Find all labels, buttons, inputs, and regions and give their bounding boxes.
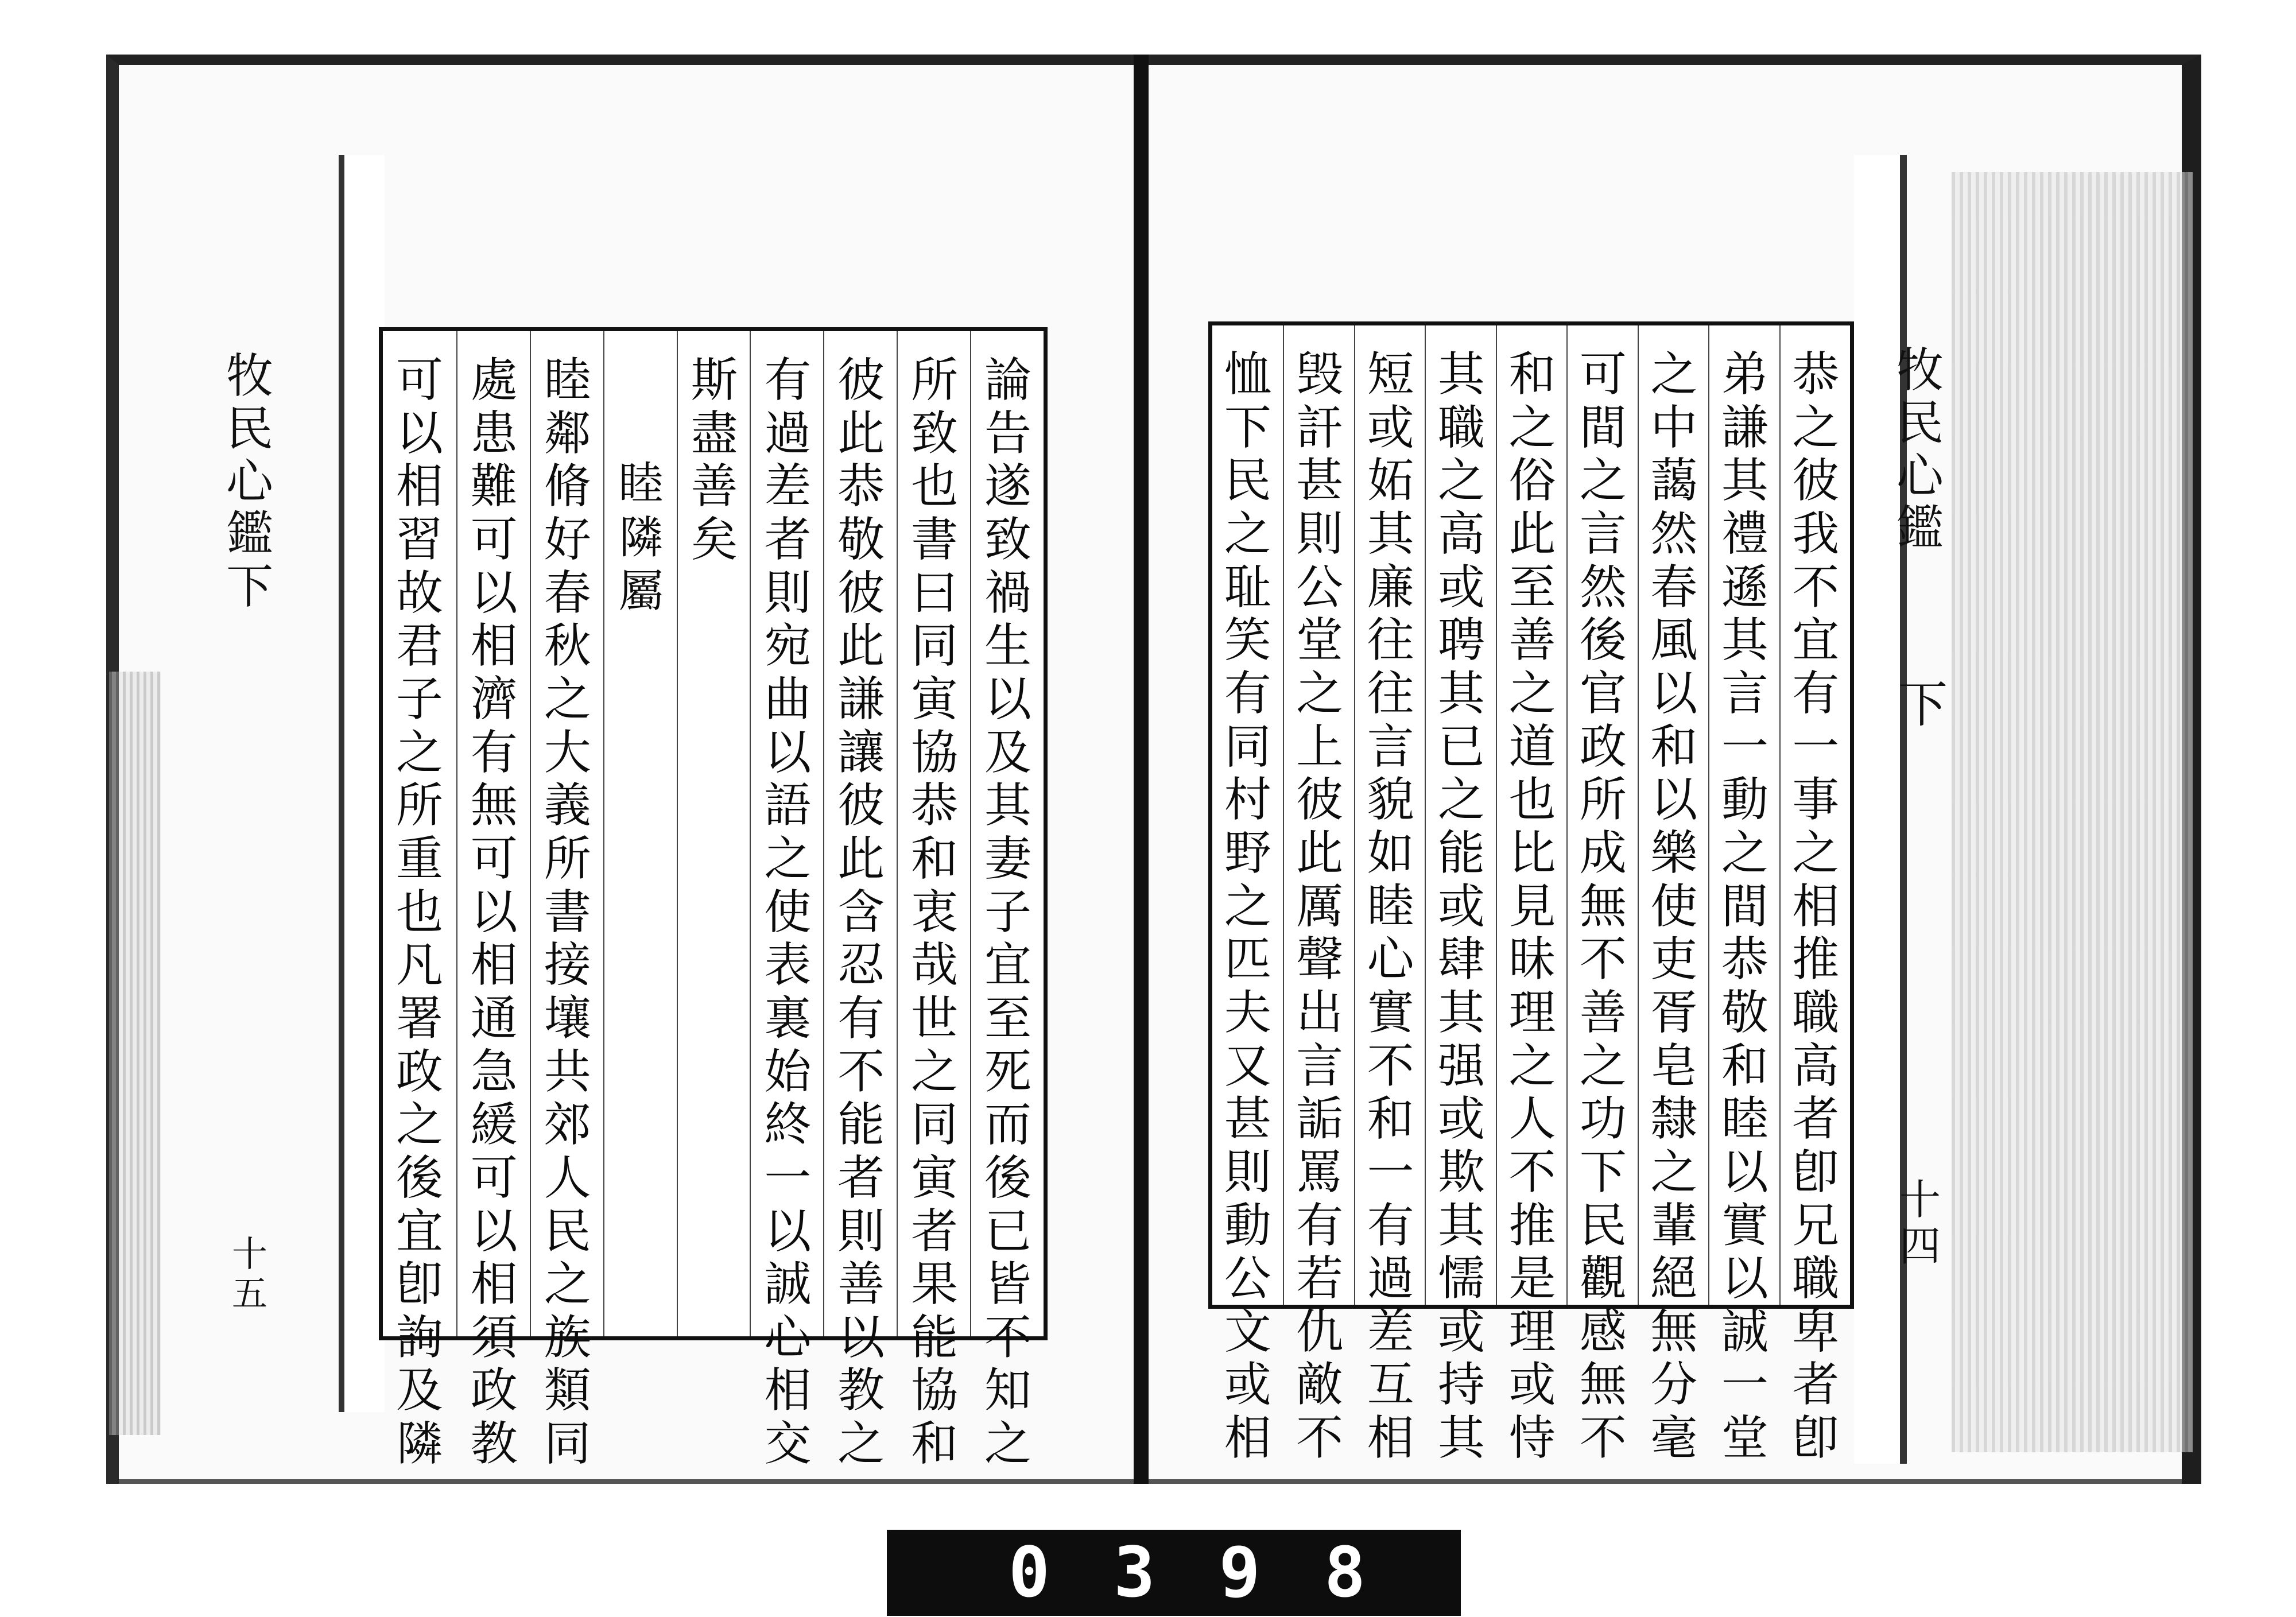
left-margin-title: 牧 民 心 鑑 下	[226, 349, 273, 615]
column-text: 論 告 遂 致 禍 生 以 及 其 妻 子 宜 至 死 而 後 已 皆 不 知 之	[984, 353, 1032, 1472]
text-column	[970, 331, 1045, 1472]
left-page-number: 十 五	[231, 1233, 267, 1315]
text-column	[1638, 325, 1709, 1466]
right-page-number: 十 四	[1899, 1176, 1941, 1270]
left-text-block	[379, 327, 1048, 1472]
column-text: 恭 之 彼 我 不 宜 有 一 事 之 相 推 職 高 者 卽 兄 職 卑 者 卽	[1792, 347, 1840, 1466]
text-column	[823, 331, 898, 1472]
column-text: 恤 下 民 之 耻 笑 有 同 村 野 之 匹 夫 又 甚 則 動 公 文 或 相	[1224, 347, 1271, 1466]
right-text-block	[1208, 321, 1854, 1466]
text-column	[530, 331, 604, 1472]
left-page-margin-strip	[339, 155, 385, 1412]
text-column	[1779, 325, 1851, 1466]
text-column	[456, 331, 531, 1472]
text-column	[383, 331, 456, 1472]
column-text: 可 以 相 習 故 君 子 之 所 重 也 凡 署 政 之 後 宜 卽 詢 及 隣	[395, 353, 443, 1472]
column-text: 之 中 藹 然 春 風 以 和 以 樂 使 吏 胥 皂 隸 之 輩 絕 無 分 毫	[1650, 347, 1698, 1466]
column-text: 所 致 也 書 曰 同 寅 協 恭 和 衷 哉 世 之 同 寅 者 果 能 協 和	[911, 353, 959, 1472]
right-margin-volume: 下	[1898, 676, 1948, 734]
text-column	[750, 331, 824, 1472]
right-margin-title: 牧 民 心 鑑	[1896, 343, 1944, 556]
column-text: 彼 此 恭 敬 彼 此 謙 讓 彼 此 含 忍 有 不 能 者 則 善 以 教 之	[837, 353, 885, 1472]
right-page	[1154, 0, 2175, 1466]
left-page	[109, 0, 1131, 1472]
frame-digit: 8	[1324, 1533, 1368, 1613]
text-column	[1354, 325, 1426, 1466]
column-text: 有 過 差 者 則 宛 曲 以 語 之 使 表 裏 始 終 一 以 誠 心 相 交	[764, 353, 812, 1472]
text-column	[1425, 325, 1496, 1466]
column-text: 處 患 難 可 以 相 濟 有 無 可 以 相 通 急 緩 可 以 相 須 政 教	[470, 353, 518, 1472]
text-column	[677, 331, 751, 1336]
text-column	[1212, 325, 1283, 1466]
column-text: 和 之 俗 此 至 善 之 道 也 比 見 昧 理 之 人 不 推 是 理 或 恃	[1508, 347, 1556, 1466]
column-text: 其 職 之 高 或 聘 其 已 之 能 或 肆 其 强 或 欺 其 懦 或 持 其	[1438, 347, 1486, 1466]
book-gutter	[1134, 55, 1149, 1484]
section-heading: 睦 隣 屬	[618, 458, 664, 618]
column-text: 睦 鄰 脩 好 春 秋 之 大 義 所 書 接 壤 共 郊 人 民 之 族 類 同	[544, 353, 591, 1472]
column-text: 短 或 妬 其 廉 往 往 言 貌 如 睦 心 實 不 和 一 有 過 差 互 相	[1367, 347, 1414, 1466]
text-column	[1496, 325, 1568, 1466]
text-column	[1708, 325, 1780, 1466]
column-text: 弟 謙 其 禮 遜 其 言 一 動 之 間 恭 敬 和 睦 以 實 以 誠 一 堂	[1721, 347, 1768, 1466]
frame-digit: 3	[1114, 1533, 1158, 1613]
column-text: 斯 盡 善 矣	[691, 353, 738, 567]
text-column	[1566, 325, 1638, 1466]
text-column	[897, 331, 971, 1472]
frame-digit: 9	[1219, 1533, 1263, 1613]
frame-number	[987, 1533, 1389, 1613]
column-text: 毁 訐 甚 則 公 堂 之 上 彼 此 厲 聲 出 言 詬 罵 有 若 仇 敵 不	[1296, 347, 1344, 1466]
text-column	[603, 331, 678, 1336]
frame-digit: 0	[1008, 1533, 1053, 1613]
column-text: 可 間 之 言 然 後 官 政 所 成 無 不 善 之 功 下 民 觀 感 無 不	[1579, 347, 1627, 1466]
text-column	[1283, 325, 1355, 1466]
